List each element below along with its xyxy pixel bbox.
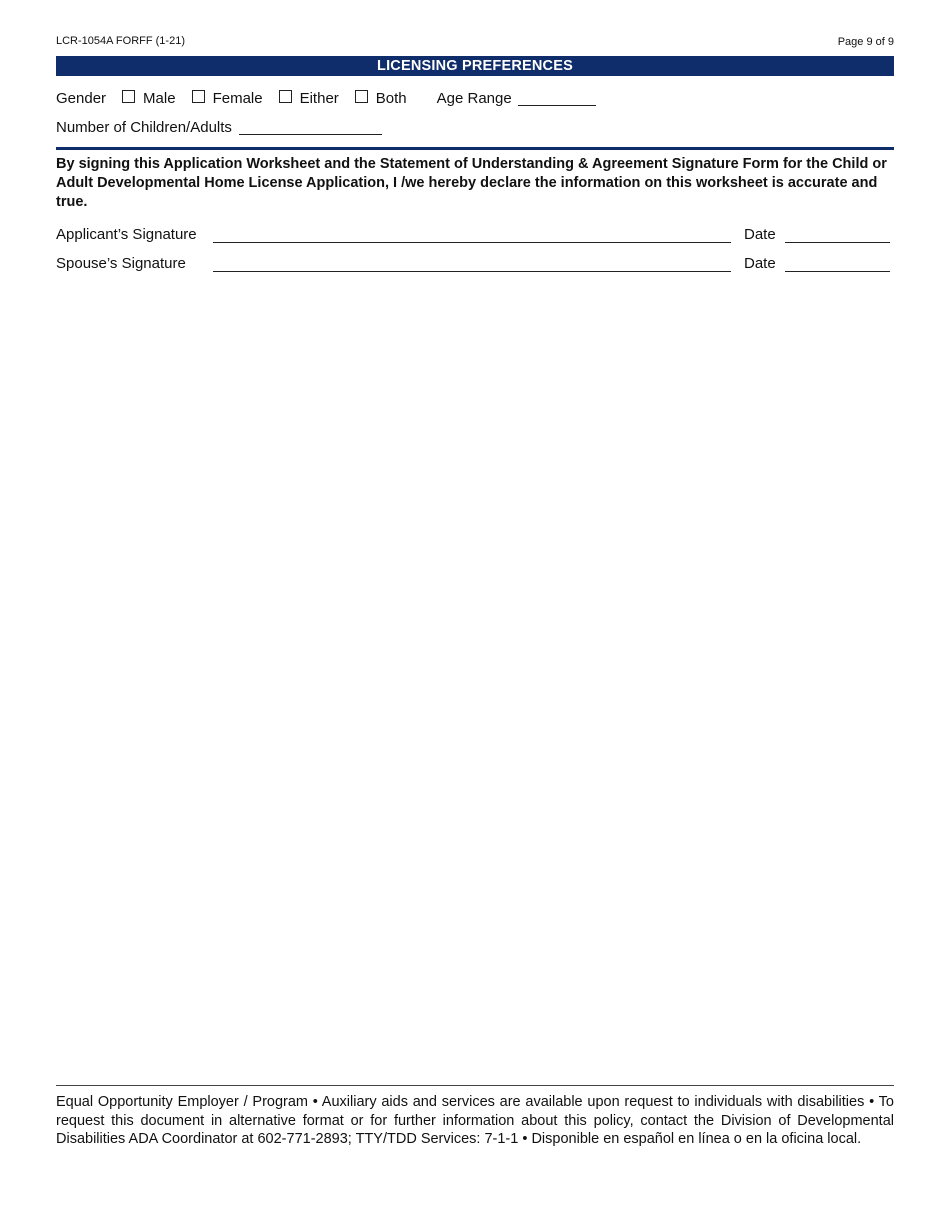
- male-label: Male: [143, 89, 176, 107]
- gender-label: Gender: [56, 89, 107, 107]
- footer-text: Equal Opportunity Employer / Program • Auxiliary aids and services are available upon request to individuals with disabilities • To request this document in alternative format or for further information about this policy, contact the Division of Developmental Disabilities ADA Coordinator at 602-771-2893; TTY/TDD Services: 7-1-1 • Disponible en español en línea o en la oficina local.: [56, 1094, 894, 1147]
- section-divider: [56, 147, 894, 150]
- female-checkbox[interactable]: [192, 90, 205, 103]
- footer-divider: [56, 1085, 894, 1086]
- male-checkbox[interactable]: [122, 90, 135, 103]
- children-adults-field[interactable]: [239, 119, 382, 135]
- spouse-signature-label: Spouse’s Signature: [56, 255, 186, 272]
- declaration-text: By signing this Application Worksheet and the Statement of Understanding & Agreement Signature Form for the Child or Adult Developmental Home License Application, I /we hereby declare the information on this worksheet is accurate and true.: [56, 156, 887, 210]
- both-checkbox[interactable]: [355, 90, 368, 103]
- form-page: [56, 0, 894, 1230]
- applicant-date-label: Date: [744, 226, 776, 243]
- spouse-signature-row: [56, 255, 894, 275]
- female-label: Female: [212, 89, 263, 107]
- age-range-field[interactable]: [518, 90, 596, 106]
- either-label: Either: [299, 89, 339, 107]
- gender-option-male[interactable]: [122, 90, 176, 107]
- either-checkbox[interactable]: [279, 90, 292, 103]
- page-number: Page 9 of 9: [837, 36, 894, 48]
- both-label: Both: [375, 89, 407, 107]
- applicant-signature-row: [56, 226, 894, 246]
- page-header: [56, 35, 894, 49]
- gender-option-both[interactable]: [355, 90, 407, 107]
- spouse-signature-field[interactable]: [213, 271, 731, 272]
- applicant-date-field[interactable]: [785, 242, 890, 243]
- form-id: LCR-1054A FORFF (1-21): [56, 35, 185, 47]
- spouse-date-label: Date: [744, 255, 776, 272]
- age-range-label: Age Range: [436, 89, 512, 107]
- section-banner: LICENSING PREFERENCES: [56, 56, 894, 76]
- gender-row: [56, 88, 596, 108]
- applicant-signature-field[interactable]: [213, 242, 731, 243]
- spouse-date-field[interactable]: [785, 271, 890, 272]
- children-adults-label: Number of Children/Adults: [56, 118, 232, 136]
- children-adults-row: [56, 117, 382, 137]
- gender-option-female[interactable]: [192, 90, 263, 107]
- gender-option-either[interactable]: [279, 90, 339, 107]
- applicant-signature-label: Applicant’s Signature: [56, 226, 197, 243]
